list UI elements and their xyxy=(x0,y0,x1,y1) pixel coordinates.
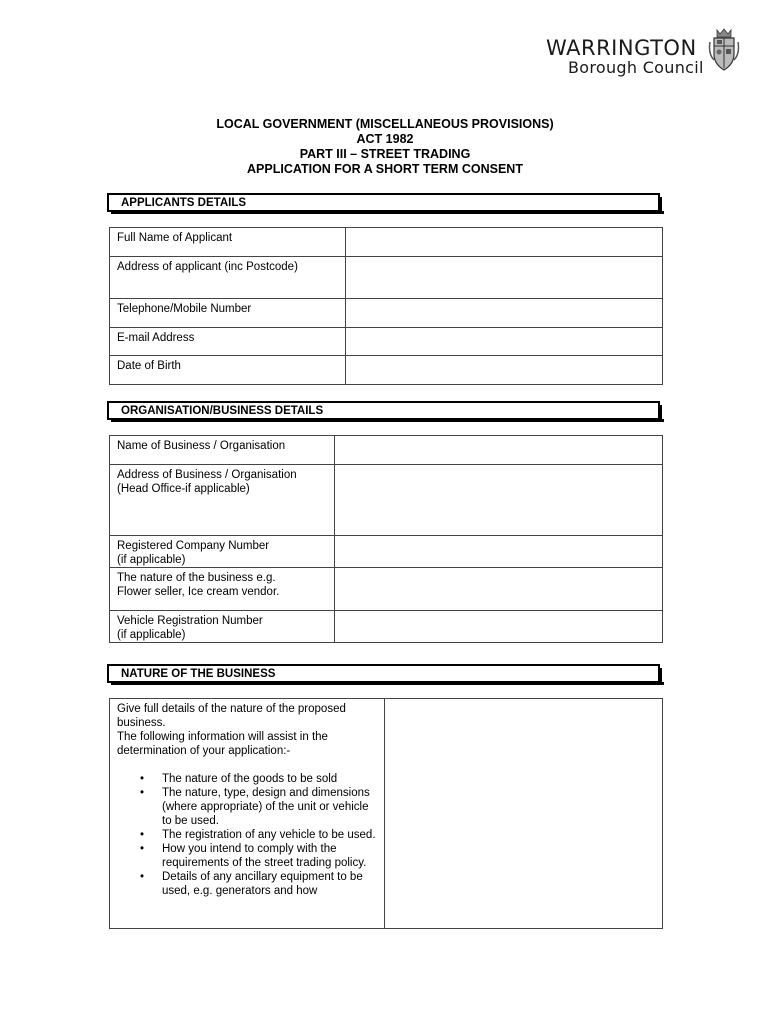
title-line-1: LOCAL GOVERNMENT (MISCELLANEOUS PROVISIONS) xyxy=(216,117,554,131)
list-item: • The registration of any vehicle to be used. xyxy=(162,828,376,842)
vehicle-registration-input[interactable] xyxy=(335,611,663,643)
section-organisation-title: ORGANISATION/BUSINESS DETAILS xyxy=(121,405,324,417)
logo-name: WARRINGTON xyxy=(546,36,697,60)
field-label: Name of Business / Organisation xyxy=(110,436,335,465)
business-nature-input[interactable] xyxy=(335,568,663,611)
field-label-line: (if applicable) xyxy=(117,554,186,566)
table-row xyxy=(110,436,663,465)
title-line-3: PART III – STREET TRADING xyxy=(299,147,471,161)
field-label xyxy=(110,536,335,568)
list-item: • The nature, type, design and dimensions (where appropriate) of the unit or vehicle to be used. xyxy=(162,786,376,828)
telephone-input[interactable] xyxy=(346,299,663,328)
section-applicants-heading xyxy=(107,193,660,212)
field-label xyxy=(110,568,335,611)
table-row xyxy=(110,328,663,356)
email-input[interactable] xyxy=(346,328,663,356)
field-label xyxy=(110,611,335,643)
field-label: E-mail Address xyxy=(110,328,346,356)
field-label: Address of applicant (inc Postcode) xyxy=(110,257,346,299)
council-logo xyxy=(546,36,742,80)
company-number-input[interactable] xyxy=(335,536,663,568)
field-label-line: Registered Company Number xyxy=(117,540,270,552)
section-business-heading xyxy=(107,664,660,683)
table-row xyxy=(110,299,663,328)
field-label-line: The nature of the business e.g. xyxy=(117,572,276,584)
section-business-title: NATURE OF THE BUSINESS xyxy=(121,668,276,680)
table-row xyxy=(110,465,663,536)
list-item: • How you intend to comply with the requirements of the street trading policy. xyxy=(162,842,376,870)
title-line-4: APPLICATION FOR A SHORT TERM CONSENT xyxy=(247,162,523,176)
table-row xyxy=(110,611,663,643)
field-label: Date of Birth xyxy=(110,356,346,385)
business-table xyxy=(109,698,663,929)
organisation-table xyxy=(109,435,663,643)
field-label-line: (Head Office-if applicable) xyxy=(117,483,250,495)
field-label: Full Name of Applicant xyxy=(110,228,346,257)
table-row xyxy=(110,699,663,929)
list-item: • Details of any ancillary equipment to be used, e.g. generators and how xyxy=(162,870,376,898)
business-details-input[interactable] xyxy=(385,699,663,929)
field-label-line: Flower seller, Ice cream vendor. xyxy=(117,586,280,598)
title-line-2: ACT 1982 xyxy=(356,132,414,146)
applicant-address-input[interactable] xyxy=(346,257,663,299)
bullet-list xyxy=(117,772,376,898)
intro-text: The following information will assist in the determination of your application:- xyxy=(117,731,328,757)
field-label xyxy=(110,465,335,536)
field-label: Telephone/Mobile Number xyxy=(110,299,346,328)
section-organisation-heading xyxy=(107,401,660,420)
field-label-line: Address of Business / Organisation xyxy=(117,469,297,481)
date-of-birth-input[interactable] xyxy=(346,356,663,385)
list-item: • The nature of the goods to be sold xyxy=(162,772,376,786)
crest-icon xyxy=(708,28,740,72)
table-row xyxy=(110,257,663,299)
table-row xyxy=(110,228,663,257)
field-label xyxy=(110,699,385,929)
table-row xyxy=(110,356,663,385)
full-name-input[interactable] xyxy=(346,228,663,257)
table-row xyxy=(110,568,663,611)
business-name-input[interactable] xyxy=(335,436,663,465)
logo-subtitle: Borough Council xyxy=(568,58,704,77)
business-address-input[interactable] xyxy=(335,465,663,536)
section-applicants-title: APPLICANTS DETAILS xyxy=(121,197,247,209)
applicant-table xyxy=(109,227,663,385)
field-label-line: Vehicle Registration Number xyxy=(117,615,263,627)
intro-text: Give full details of the nature of the proposed business. xyxy=(117,703,346,729)
table-row xyxy=(110,536,663,568)
field-label-line: (if applicable) xyxy=(117,629,186,641)
